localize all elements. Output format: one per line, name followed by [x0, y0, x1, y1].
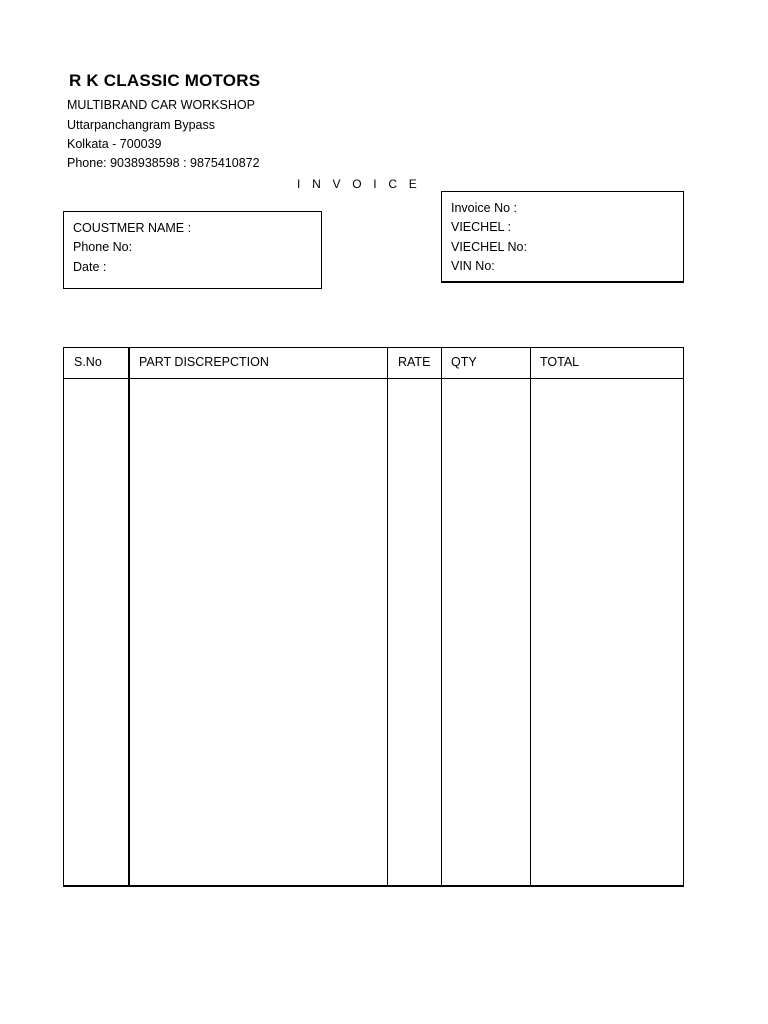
customer-name-label: COUSTMER NAME : [73, 221, 192, 235]
column-header-total: TOTAL [540, 355, 580, 369]
vin-label: VIN No: [451, 259, 495, 273]
vehicle-number-label: VIECHEL No: [451, 240, 527, 254]
column-divider [128, 348, 130, 885]
vehicle-label: VIECHEL : [451, 220, 511, 234]
company-address-line1: Uttarpanchangram Bypass [67, 118, 215, 132]
column-header-serial: S.No [74, 355, 102, 369]
items-table [63, 347, 684, 887]
column-header-quantity: QTY [451, 355, 477, 369]
column-divider [441, 348, 442, 885]
vehicle-details-box [441, 191, 684, 283]
column-divider [387, 348, 388, 885]
column-header-part-description: PART DISCREPCTION [139, 355, 269, 369]
invoice-title: I N V O I C E [297, 177, 421, 191]
invoice-number-label: Invoice No : [451, 201, 518, 215]
company-phone: Phone: 9038938598 : 9875410872 [67, 156, 260, 170]
table-header-divider [64, 378, 683, 379]
company-tagline: MULTIBRAND CAR WORKSHOP [67, 98, 255, 112]
company-name: R K CLASSIC MOTORS [69, 71, 261, 90]
customer-details-box [63, 211, 322, 289]
column-header-rate: RATE [398, 355, 431, 369]
invoice-date-label: Date : [73, 260, 107, 274]
customer-phone-label: Phone No: [73, 240, 133, 254]
column-divider [530, 348, 531, 885]
company-address-line2: Kolkata - 700039 [67, 137, 162, 151]
